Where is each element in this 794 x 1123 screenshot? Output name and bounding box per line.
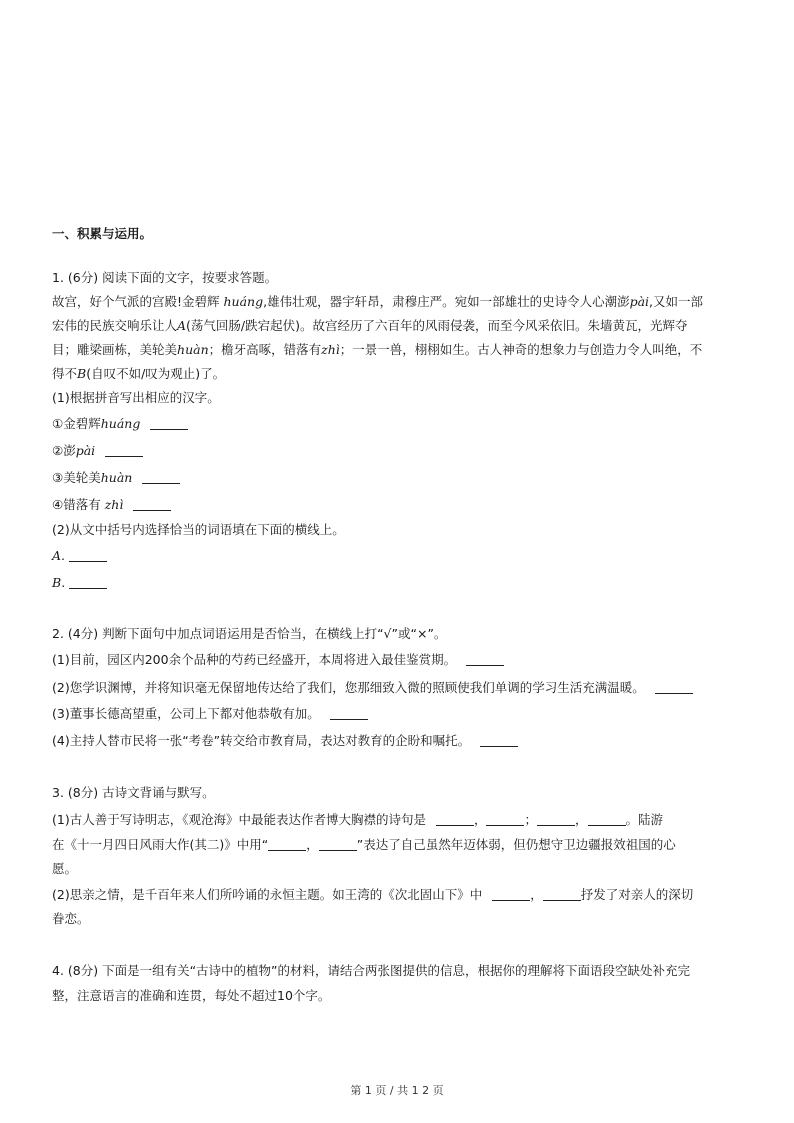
q1-passage-line-1: 故宫，好个气派的宫殿!金碧辉 huáng,雄伟壮观，器宇轩昂，肃穆庄严。宛如一部雄壮的史诗令人心潮澎pài,又如一部 — [52, 294, 704, 309]
q1-item-1: ①金碧辉huáng — [52, 416, 188, 432]
answer-blank[interactable] — [268, 838, 306, 851]
q1-passage-line-3: 目；雕梁画栋，美轮美huàn；檐牙高啄，错落有zhì；一景一兽，栩栩如生。古人神奇的想象力与创造力令人叫绝，不 — [52, 342, 703, 357]
answer-blank[interactable] — [543, 888, 581, 901]
answer-blank[interactable] — [588, 813, 626, 826]
q1-item-3: ③美轮美huàn — [52, 470, 180, 486]
q2-line-2: (2)您学识渊博，并将知识毫无保留地传达给了我们，您那细致入微的照顾使我们单调的学习生活充满温暖。 — [52, 680, 693, 696]
pinyin-huan: huàn — [177, 342, 209, 357]
answer-blank[interactable] — [492, 888, 530, 901]
answer-blank[interactable] — [142, 471, 180, 484]
q1-passage-line-2: 宏伟的民族交响乐让人A(荡气回肠/跌宕起伏)。故宫经历了六百年的风雨侵袭，而至今风采依旧。朱墙黄瓦，光辉夺 — [52, 318, 688, 333]
q3-line-4: (2)思亲之情，是千百年来人们所吟诵的永恒主题。如王湾的《次北固山下》中 ， 抒发了对亲人的深切 — [52, 887, 694, 902]
answer-blank[interactable] — [319, 838, 357, 851]
q4-line-2: 整，注意语言的准确和连贯，每处不超过10个字。 — [52, 988, 331, 1003]
q3-line-2: 在《十一月四日风雨大作(其二)》中用“ ， ”表达了自己虽然年迈体弱，但仍想守卫边疆报效祖国的心 — [52, 837, 676, 852]
q1-subquestion-1: (1)根据拼音写出相应的汉字。 — [52, 390, 220, 405]
page-footer: 第 1 页 / 共 1 2 页 — [350, 1084, 444, 1097]
answer-blank[interactable] — [466, 653, 504, 666]
answer-blank[interactable] — [150, 417, 188, 430]
answer-blank[interactable] — [69, 549, 107, 562]
section-title: 一、积累与运用。 — [52, 226, 153, 241]
answer-blank[interactable] — [105, 444, 143, 457]
variable-b: B — [77, 366, 87, 381]
answer-blank[interactable] — [330, 707, 368, 720]
answer-blank[interactable] — [133, 498, 171, 511]
answer-blank[interactable] — [537, 813, 575, 826]
q2-heading: 2. (4分) 判断下面句中加点词语运用是否恰当，在横线上打“√”或“×”。 — [52, 626, 447, 641]
answer-blank[interactable] — [655, 681, 693, 694]
answer-blank[interactable] — [486, 813, 524, 826]
q1-subquestion-2: (2)从文中括号内选择恰当的词语填在下面的横线上。 — [52, 522, 345, 537]
answer-blank[interactable] — [69, 576, 107, 589]
q1-heading: 1. (6分) 阅读下面的文字，按要求答题。 — [52, 270, 278, 285]
q3-heading: 3. (8分) 古诗文背诵与默写。 — [52, 785, 215, 800]
q3-line-3: 愿。 — [52, 861, 78, 876]
q1-passage-line-4: 得不B(自叹不如/叹为观止)了。 — [52, 366, 226, 381]
q1-answer-a: A. — [52, 548, 107, 564]
q2-line-4: (4)主持人替市民将一张“考卷”转交给市教育局，表达对教育的企盼和嘱托。 — [52, 733, 518, 749]
q3-line-5: 眷恋。 — [52, 911, 90, 926]
variable-a: A — [177, 318, 187, 333]
answer-blank[interactable] — [436, 813, 474, 826]
pinyin-pai: pài — [629, 294, 650, 309]
q2-line-1: (1)目前，园区内200余个品种的芍药已经盛开，本周将进入最佳鉴赏期。 — [52, 652, 504, 668]
q1-answer-b: B. — [52, 575, 107, 591]
answer-blank[interactable] — [480, 734, 518, 747]
q1-item-2: ②澎pài — [52, 443, 143, 459]
q3-line-1: (1)古人善于写诗明志，《观沧海》中最能表达作者博大胸襟的诗句是 ， ； ， 。陆游 — [52, 812, 664, 827]
q1-item-4: ④错落有 zhì — [52, 497, 171, 513]
q2-line-3: (3)董事长德高望重，公司上下都对他恭敬有加。 — [52, 706, 368, 722]
pinyin-zhi: zhì — [321, 342, 340, 357]
pinyin-huang: huáng — [223, 294, 264, 309]
q4-line-1: 4. (8分) 下面是一组有关“古诗中的植物”的材料，请结合两张图提供的信息，根据你的理解将下面语段空缺处补充完 — [52, 963, 691, 978]
